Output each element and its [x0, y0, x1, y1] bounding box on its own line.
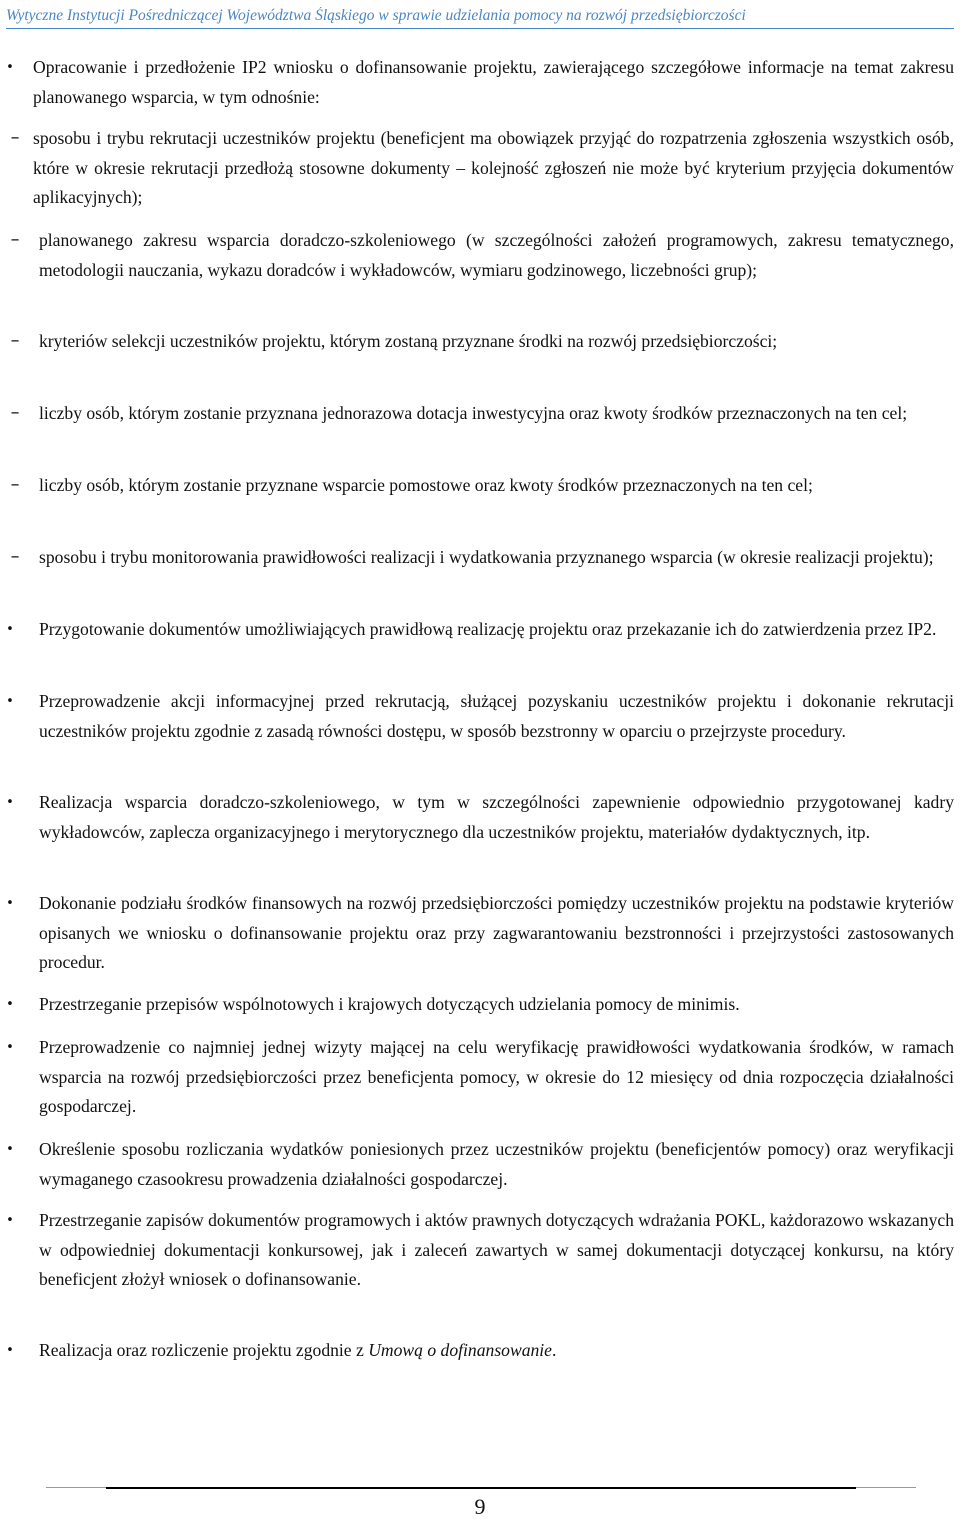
page-number: 9	[474, 1494, 486, 1519]
list-item-text: Opracowanie i przedłożenie IP2 wniosku o dofinansowanie projektu, zawierającego szczegółowe informacje na temat zakresu planowanego wsparcia, w tym odnośnie:	[33, 57, 954, 107]
bullet-icon: •	[6, 1142, 14, 1157]
bullet-icon: •	[6, 795, 14, 810]
bullet-icon: •	[6, 1040, 14, 1055]
list-item-text	[39, 1336, 954, 1366]
agreement-reference: Umową o dofinansowanie	[368, 1340, 552, 1360]
list-item-text: Przestrzeganie zapisów dokumentów programowych i aktów prawnych dotyczących wdrażania POKL, każdorazowo wskazanych w odpowiedniej dokumentacji konkursowej, jak i zaleceń zawartych w samej dokumentacji dotyczącej konkursu, na który beneficjent złożył wniosek o dofinansowanie.	[39, 1210, 954, 1289]
document-header: Wytyczne Instytucji Pośredniczącej Województwa Śląskiego w sprawie udzielania pomocy na rozwój przedsiębiorczości	[6, 7, 954, 29]
list-item-text-end: .	[551, 1340, 557, 1360]
list-item-text: sposobu i trybu rekrutacji uczestników projektu (beneficjent ma obowiązek przyjąć do rozpatrzenia zgłoszenia wszystkich osób, które w okresie rekrutacji przedłożą stosowne dokumenty – kolejność zgłoszeń nie może być kryterium przyjęcia dokumentów aplikacyjnych);	[33, 128, 954, 207]
list-item-text: Przygotowanie dokumentów umożliwiających prawidłową realizację projektu oraz przekazanie ich do zatwierdzenia przez IP2.	[39, 619, 937, 639]
dash-icon: –	[10, 128, 20, 148]
bullet-icon: •	[6, 60, 14, 75]
dash-icon: –	[10, 475, 20, 495]
dash-icon: –	[10, 403, 20, 423]
list-item-text: sposobu i trybu monitorowania prawidłowości realizacji i wydatkowania przyznanego wsparcia (w okresie realizacji projektu);	[39, 547, 934, 567]
dash-icon: –	[10, 547, 20, 567]
list-item-text: kryteriów selekcji uczestników projektu, którym zostaną przyznane środki na rozwój przedsiębiorczości;	[39, 331, 778, 351]
bullet-icon: •	[6, 896, 14, 911]
list-item-text: liczby osób, którym zostanie przyznana jednorazowa dotacja inwestycyjna oraz kwoty środków przeznaczonych na ten cel;	[39, 403, 908, 423]
list-item-text: Realizacja wsparcia doradczo-szkoleniowego, w tym w szczególności zapewnienie odpowiednio przygotowanej kadry wykładowców, zaplecza organizacyjnego i merytorycznego dla uczestników projektu, materiałów dydaktycznych, itp.	[39, 792, 954, 842]
footer-divider	[46, 1487, 916, 1488]
bullet-icon: •	[6, 1213, 14, 1228]
dash-icon: –	[10, 230, 20, 250]
list-item-text: liczby osób, którym zostanie przyznane wsparcie pomostowe oraz kwoty środków przeznaczonych na ten cel;	[39, 475, 813, 495]
list-item-text: Dokonanie podziału środków finansowych na rozwój przedsiębiorczości pomiędzy uczestników projektu na podstawie kryteriów opisanych we wniosku o dofinansowanie projektu oraz przy zagwarantowaniu bezstronności i przejrzystości zastosowanych procedur.	[39, 893, 954, 972]
list-item-text: Przeprowadzenie akcji informacyjnej przed rekrutacją, służącej pozyskaniu uczestników projektu i dokonanie rekrutacji uczestników projektu zgodnie z zasadą równości dostępu, w sposób bezstronny w oparciu o przejrzyste procedury.	[39, 691, 954, 741]
dash-icon: –	[10, 331, 20, 351]
list-item-text-plain: Realizacja oraz rozliczenie projektu zgodnie z	[39, 1340, 369, 1360]
bullet-icon: •	[6, 694, 14, 709]
list-item-text: Określenie sposobu rozliczania wydatków poniesionych przez uczestników projektu (beneficjentów pomocy) oraz weryfikacji wymaganego czasookresu prowadzenia działalności gospodarczej.	[39, 1139, 954, 1189]
bullet-icon: •	[6, 622, 14, 637]
bullet-icon: •	[6, 997, 14, 1012]
list-item-text: Przeprowadzenie co najmniej jednej wizyty mającej na celu weryfikację prawidłowości wydatkowania środków, w ramach wsparcia na rozwój przedsiębiorczości przez beneficjenta pomocy, w okresie do 12 miesięcy od dnia rozpoczęcia działalności gospodarczej.	[39, 1037, 954, 1116]
list-item-text: planowanego zakresu wsparcia doradczo-szkoleniowego (w szczególności założeń programowych, zakresu tematycznego, metodologii nauczania, wykazu doradców i wykładowców, wymiaru godzinowego, liczebności grup);	[39, 230, 954, 280]
list-item-text: Przestrzeganie przepisów wspólnotowych i krajowych dotyczących udzielania pomocy de minimis.	[39, 994, 740, 1014]
bullet-icon: •	[6, 1343, 14, 1358]
